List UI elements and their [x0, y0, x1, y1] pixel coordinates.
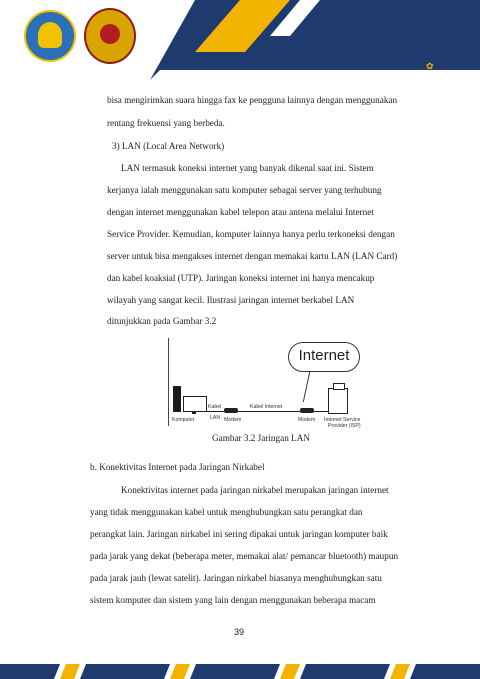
lan-figure: [168, 338, 361, 429]
internet-cable: [238, 411, 300, 412]
kemdikbud-logo: [24, 10, 76, 62]
paragraph-line: sistem komputer dan sistem yang lain dengan menggunakan beberapa macam: [90, 595, 376, 605]
paragraph-line: wilayah yang sangat kecil. Ilustrasi jaringan internet berkabel LAN: [107, 295, 355, 305]
paragraph-line: Konektivitas internet pada jaringan nirkabel merupakan jaringan internet: [121, 485, 389, 495]
label-kabel: Kabel: [208, 404, 222, 410]
internet-cloud-icon: [288, 342, 360, 372]
paragraph-line: rentang frekuensi yang berbeda.: [107, 118, 225, 128]
page-number: 39: [234, 627, 245, 637]
paragraph-line: pada jarak jauh (lewat satelit). Jaringan nirkabel biasanya menghubungkan satu: [90, 573, 382, 583]
modem-icon: [300, 408, 314, 413]
computer-tower-icon: [173, 386, 181, 412]
label-modem-2: Modem: [298, 417, 316, 423]
paragraph-line: dengan internet menggunakan kabel telepon atau antena melalui Internet: [107, 207, 374, 217]
cloud-label: Internet: [298, 347, 350, 364]
label-isp-1: Internet Service: [324, 417, 361, 423]
isp-cable: [314, 411, 328, 412]
label-kabel-internet: Kabel Internet: [250, 404, 283, 410]
isp-building-icon: [328, 388, 348, 414]
label-komputer: Komputer: [172, 417, 195, 423]
university-seal-logo: [84, 8, 136, 64]
monitor-stand-icon: [192, 411, 196, 414]
modem-icon: [224, 408, 238, 413]
page-header: [0, 0, 480, 80]
paragraph-line: LAN termasuk koneksi internet yang banyak dikenal saat ini. Sistem: [121, 163, 374, 173]
paragraph-line: ditunjukkan pada Gambar 3.2: [107, 316, 217, 326]
paragraph-line: perangkat lain. Jaringan nirkabel ini sering dipakai untuk jaringan komputer baik: [90, 529, 388, 539]
paragraph-line: bisa mengirimkan suara hingga fax ke pengguna lainnya dengan menggunakan: [107, 95, 398, 105]
list-item-heading: 3) LAN (Local Area Network): [112, 141, 225, 151]
figure-caption: Gambar 3.2 Jaringan LAN: [212, 433, 310, 443]
paragraph-line: server untuk bisa mengakses internet dengan memakai kartu LAN (LAN Card): [107, 251, 398, 261]
label-isp-2: Provider (ISP): [328, 423, 361, 429]
monitor-icon: [183, 396, 207, 412]
section-heading: b. Konektivitas Internet pada Jaringan Nirkabel: [90, 462, 265, 472]
paragraph-line: pada jarak yang dekat (beberapa meter, memakai alat/ pemancar bluetooth) maupun: [90, 551, 399, 561]
paragraph-line: yang tidak menggunakan kabel untuk menghubungkan satu perangkat dan: [90, 507, 363, 517]
paragraph-line: dan kabel koaksial (UTP). Jaringan koneksi internet ini hanya mencakup: [107, 273, 375, 283]
lightning-icon: [303, 372, 320, 402]
label-modem-1: Modem: [224, 417, 242, 423]
lan-cable: [206, 411, 224, 412]
paragraph-line: kerjanya ialah menggunakan satu komputer sebagai server yang terhubung: [107, 185, 382, 195]
paragraph-line: Service Provider. Kemudian, komputer lainnya hanya perlu terkoneksi dengan: [107, 229, 395, 239]
page-footer: [0, 660, 480, 679]
header-ornament-icon: ✿: [426, 62, 434, 72]
figure-border: [168, 338, 169, 426]
footer-stripes: [0, 660, 480, 679]
label-lan: LAN: [210, 415, 221, 421]
